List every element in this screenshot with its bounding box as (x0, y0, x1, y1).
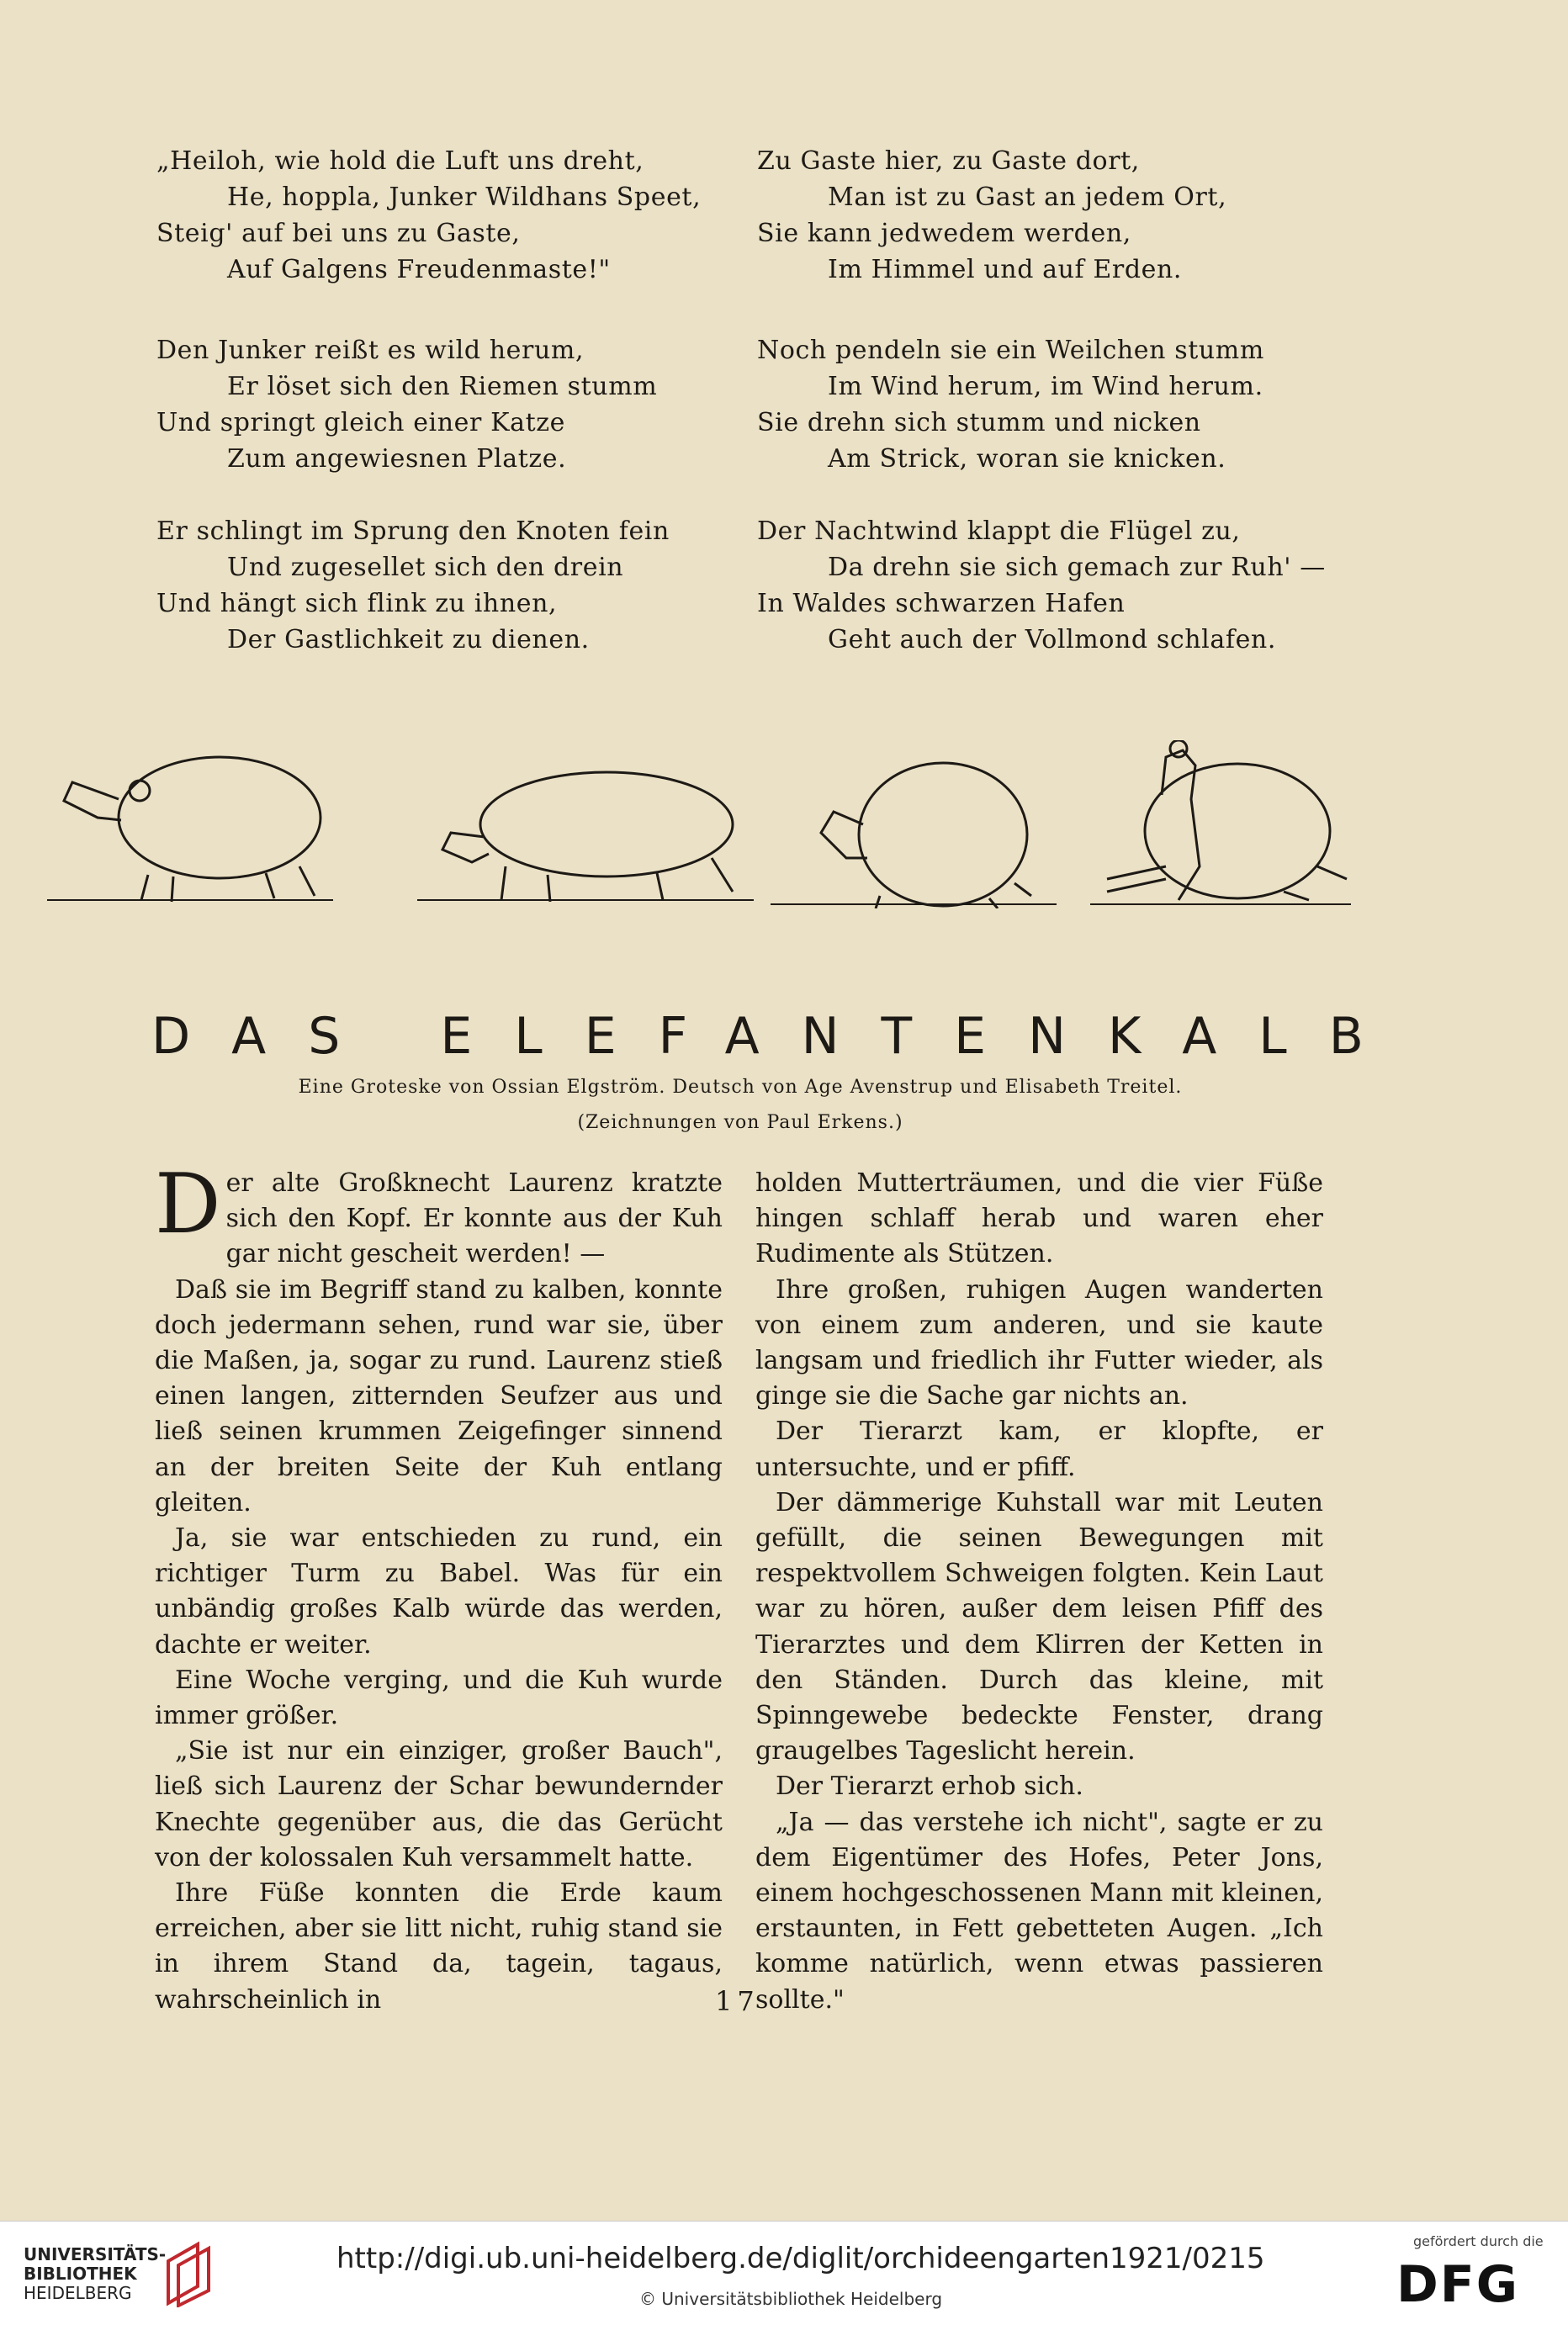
paragraph: Der Tierarzt kam, er klopfte, er untersuchte, und er pfiff. (755, 1417, 1323, 1482)
poem-line: Da drehn sie sich gemach zur Ruh' — (828, 553, 1326, 582)
cow-drawing-3 (771, 763, 1057, 908)
article-column-right (755, 1166, 1323, 2018)
page-number: 17 (715, 1985, 760, 2017)
poem-line: Sie kann jedwedem werden, (757, 219, 1131, 248)
library-name-line: UNIVERSITÄTS- (24, 2244, 167, 2264)
poem-line: „Heiloh, wie hold die Luft uns dreht, (156, 146, 644, 176)
paragraph: Ihre Füße konnten die Erde kaum erreichen, aber sie litt nicht, ruhig stand sie in ihrem Stand da, tagein, tagaus, wahrscheinlich in (155, 1878, 723, 2015)
cow-drawing-4 (1090, 740, 1351, 904)
illustration-credits: (Zeichnungen von Paul Erkens.) (577, 1112, 903, 1133)
paragraph: Der dämmerige Kuhstall war mit Leuten gefüllt, die seinen Bewegungen mit respektvollem Schweigen folgten. Kein Laut war zu hören, außer dem leisen Pfiff des Tierarztes und dem Klirren der Ketten in den Ständen. Durch das kleine, mit Spinngewebe bedeckte Fenster, drang graugelbes Tageslicht herein. (755, 1487, 1323, 1766)
poem-line: Der Nachtwind klappt die Flügel zu, (757, 516, 1241, 546)
poem-line: Im Wind herum, im Wind herum. (828, 372, 1263, 401)
poem-line: Noch pendeln sie ein Weilchen stumm (757, 336, 1264, 365)
funding-note: gefördert durch die (1413, 2233, 1544, 2249)
paragraph: „Ja — das verstehe ich nicht", sagte er zu dem Eigentümer des Hofes, Peter Jons, einem hochgeschossenen Mann mit kleinen, erstaunten, in Fett gebetteten Augen. „Ich komme natürlich, wenn etwas passieren sollte." (755, 1807, 1323, 2015)
dfg-logo: DFG (1396, 2255, 1520, 2314)
poem-line: Er schlingt im Sprung den Knoten fein (156, 516, 670, 546)
permalink-url[interactable]: http://digi.ub.uni-heidelberg.de/diglit/orchideengarten1921/0215 (336, 2242, 1265, 2275)
poem-line: Im Himmel und auf Erden. (828, 255, 1183, 284)
article-title: DAS ELEFANTENKALB (151, 1007, 1406, 1066)
paragraph: holden Mutterträumen, und die vier Füße hingen schlaff herab und waren eher Rudimente als Stützen. (755, 1168, 1323, 1269)
poem-stanza (757, 332, 1264, 477)
cow-drawing-2 (417, 772, 754, 902)
paragraph-text: er alte Großknecht Laurenz kratzte sich den Kopf. Er konnte aus der Kuh gar nicht gescheit werden! — (225, 1168, 723, 1269)
poem-stanza (156, 513, 670, 658)
poem-line: Er löset sich den Riemen stumm (227, 372, 658, 401)
poem-stanza (156, 332, 657, 477)
drop-cap: D (155, 1157, 221, 1253)
article-subtitle: Eine Groteske von Ossian Elgström. Deutsch von Age Avenstrup und Elisabeth Treitel. (298, 1077, 1183, 1098)
paragraph: Ja, sie war entschieden zu rund, ein richtiger Turm zu Babel. Was für ein unbändig großes Kalb würde das werden, dachte er weiter. (155, 1523, 723, 1660)
library-logo-icon (160, 2240, 219, 2307)
paragraph: Eine Woche verging, und die Kuh wurde immer größer. (155, 1665, 723, 1731)
copyright-notice: © Universitätsbibliothek Heidelberg (639, 2289, 943, 2309)
poem-stanza (757, 513, 1326, 658)
cow-drawing-1 (47, 757, 333, 902)
library-name (24, 2245, 166, 2303)
poem-line: Den Junker reißt es wild herum, (156, 336, 585, 365)
poem-line: Am Strick, woran sie knicken. (828, 444, 1226, 474)
poem-line: Sie drehn sich stumm und nicken (757, 408, 1201, 437)
paragraph (155, 1157, 723, 1273)
poem-line: Und springt gleich einer Katze (156, 408, 566, 437)
paragraph: Ihre großen, ruhigen Augen wanderten von einem zum anderen, und sie kaute langsam und friedlich ihr Futter wieder, als ginge sie die Sache gar nichts an. (755, 1274, 1323, 1411)
poem-line: Zum angewiesnen Platze. (227, 444, 567, 474)
library-name-line: BIBLIOTHEK (24, 2264, 137, 2284)
poem-line: Und hängt sich flink zu ihnen, (156, 589, 558, 618)
poem-stanza (156, 143, 701, 288)
poem-line: Geht auch der Vollmond schlafen. (828, 625, 1276, 654)
digitization-footer (0, 2221, 1568, 2325)
cow-illustration (47, 740, 1351, 908)
poem-line: Steig' auf bei uns zu Gaste, (156, 219, 521, 248)
poem-line: Der Gastlichkeit zu dienen. (227, 625, 590, 654)
poem-stanza (757, 143, 1226, 288)
poem-line: Zu Gaste hier, zu Gaste dort, (757, 146, 1140, 176)
library-name-line: HEIDELBERG (24, 2283, 132, 2303)
poem-line: He, hoppla, Junker Wildhans Speet, (227, 183, 702, 212)
paragraph: Der Tierarzt erhob sich. (776, 1772, 1083, 1802)
poem-line: Und zugesellet sich den drein (227, 553, 624, 582)
poem-line: Man ist zu Gast an jedem Ort, (828, 183, 1227, 212)
article-column-left (155, 1157, 723, 2018)
poem-line: In Waldes schwarzen Hafen (757, 589, 1126, 618)
paragraph: Daß sie im Begriff stand zu kalben, konnte doch jedermann sehen, rund war sie, über die Maßen, ja, sogar zu rund. Laurenz stieß einen langen, zitternden Seufzer aus und ließ seinen krummen Zeigefinger sinnend an der breiten Seite der Kuh entlang gleiten. (155, 1274, 723, 1517)
poem-line: Auf Galgens Freudenmaste!" (227, 255, 611, 284)
paragraph: „Sie ist nur ein einziger, großer Bauch", ließ sich Laurenz der Schar bewundernder Knechte gegenüber aus, die das Gerücht von der kolossalen Kuh versammelt hatte. (155, 1736, 723, 1872)
